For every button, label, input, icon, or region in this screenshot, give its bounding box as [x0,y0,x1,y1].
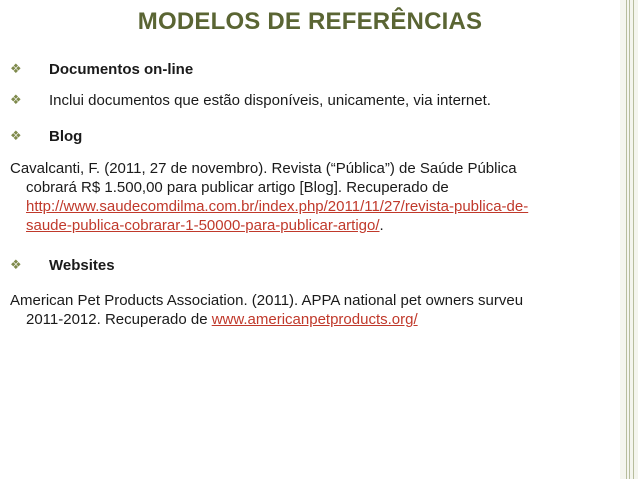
diamond-bullet-icon: ❖ [10,257,22,272]
reference-line-prefix: 2011-2012. Recuperado de [26,311,212,328]
bullet-label: Blog [49,127,83,145]
border-line [629,0,630,479]
reference-line: cobrará R$ 1.500,00 para publicar artigo [Blog]. Recuperado de [26,179,449,196]
website-reference-link[interactable]: www.americanpetproducts.org/ [211,311,418,328]
blog-reference [10,159,610,235]
bullet-item-blog [10,125,82,147]
diamond-bullet-icon: ❖ [10,61,22,76]
bullet-item-websites [10,254,115,276]
reference-line: American Pet Products Association. (2011). APPA national pet owners surveu [10,292,524,309]
website-reference [10,291,610,329]
border-line [626,0,627,479]
reference-period: . [379,217,384,234]
bullet-label: Documentos on-line [49,60,194,78]
reference-line: Cavalcanti, F. (2011, 27 de novembro). Revista (“Pública”) de Saúde Pública [10,160,517,177]
bullet-item-inclui [10,89,491,111]
bullet-label: Websites [49,256,115,274]
slide-title: MODELOS DE REFERÊNCIAS [137,8,483,35]
diamond-bullet-icon: ❖ [10,92,22,107]
bullet-item-documentos-online [10,58,193,80]
bullet-label: Inclui documentos que estão disponíveis, unicamente, via internet. [49,91,491,109]
blog-reference-link[interactable]: http://www.saudecomdilma.com.br/index.php/2011/11/27/revista-publica-de- [26,198,529,215]
border-line [633,0,634,479]
diamond-bullet-icon: ❖ [10,128,22,143]
blog-reference-link-continued[interactable]: saude-publica-cobrarar-1-50000-para-publicar-artigo/ [26,217,380,234]
